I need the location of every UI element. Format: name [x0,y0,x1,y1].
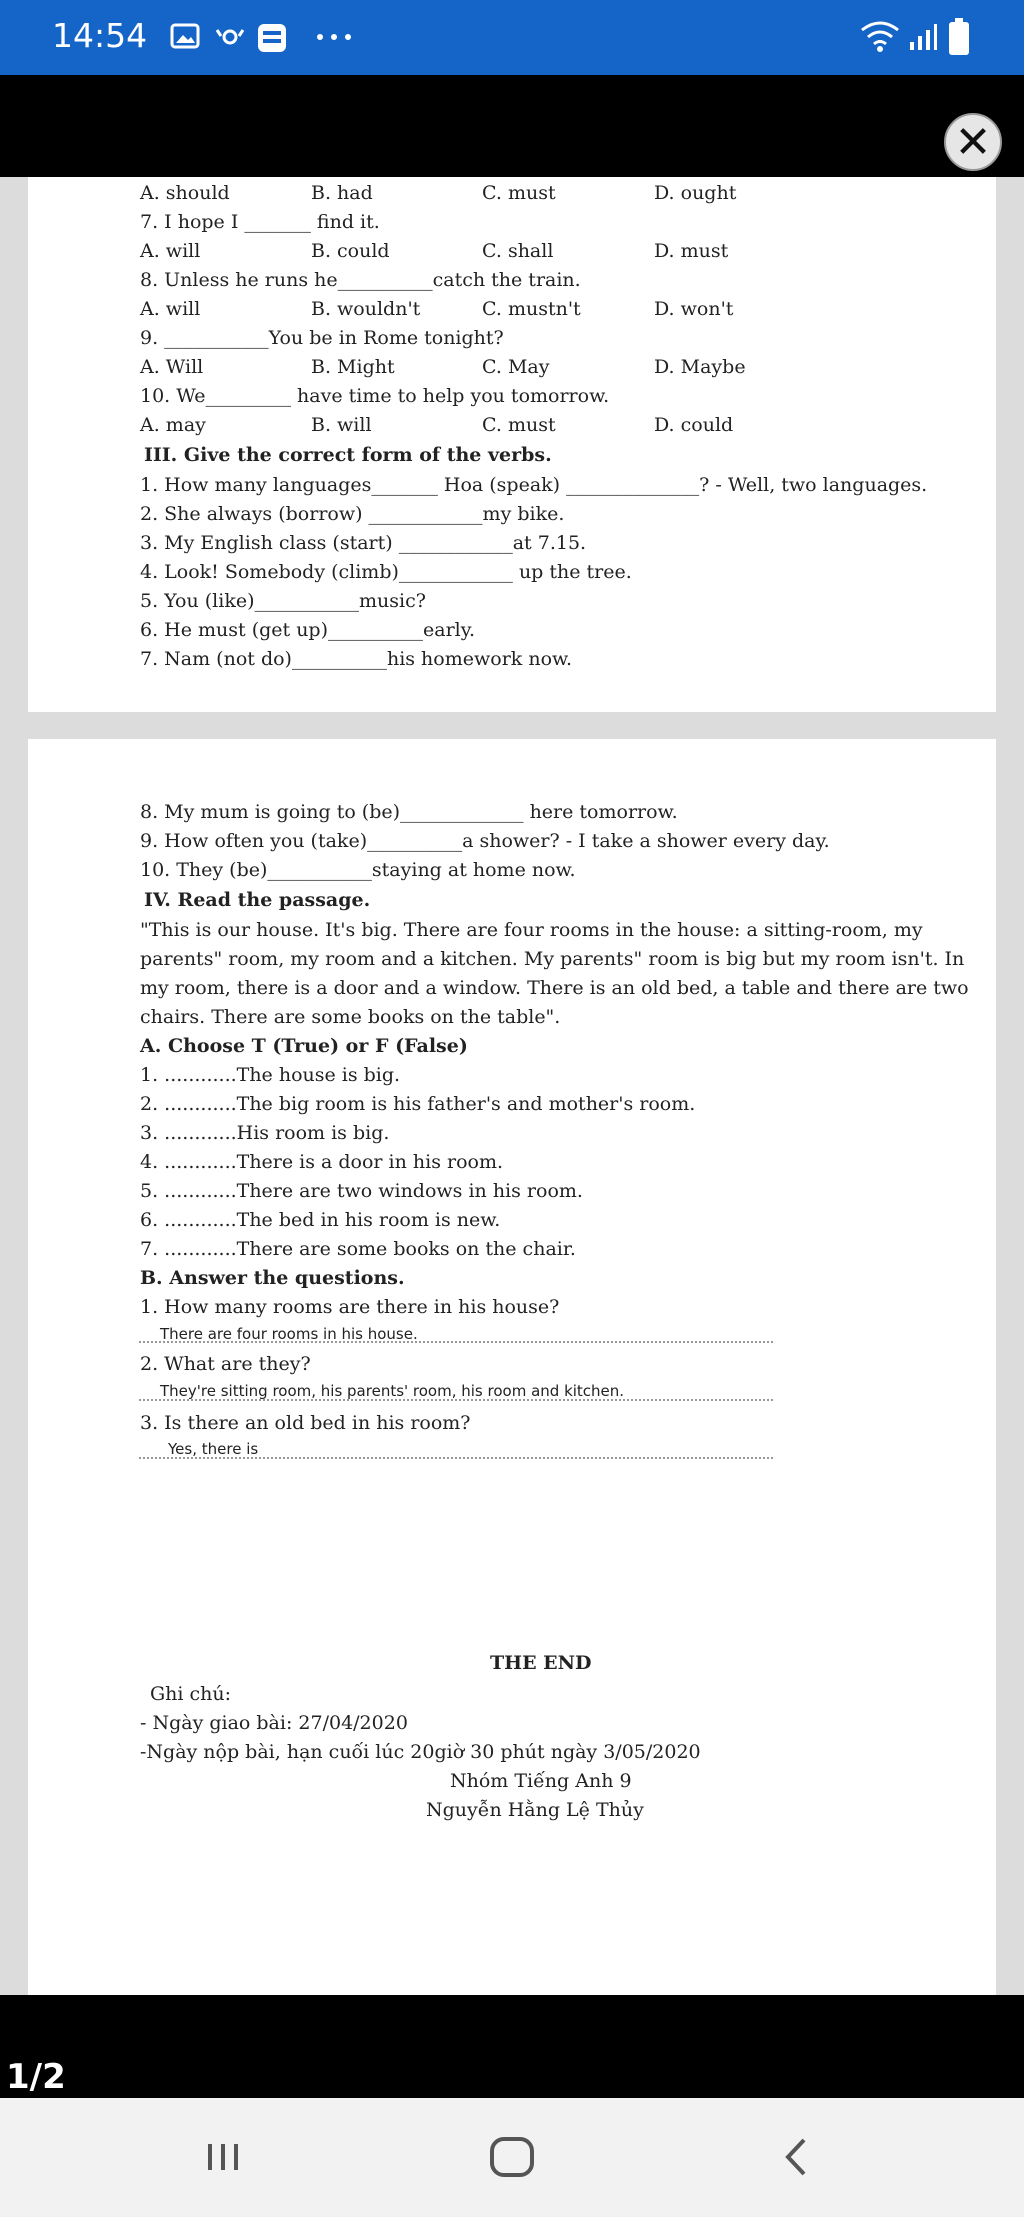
verb-exercise-line: 7. Nam (not do)__________his homework now. [140,648,573,670]
document-page-1 [28,177,996,712]
wifi-icon [860,20,900,52]
handwritten-answer: They're sitting room, his parents' room, his room and kitchen. [160,1382,625,1400]
handwritten-answer: There are four rooms in his house. [160,1325,418,1343]
document-viewer[interactable] [0,177,1024,1995]
passage-line: my room, there is a door and a window. There is an old bed, a table and there are two [140,977,969,999]
note-line: - Ngày giao bài: 27/04/2020 [140,1712,408,1734]
verb-exercise-line: 5. You (like)___________music? [140,590,426,612]
close-button[interactable] [944,113,1002,171]
true-false-item: 6. ............The bed in his room is new. [140,1209,501,1231]
passage-line: parents" room, my room and a kitchen. My parents" room is big but my room isn't. In [140,948,965,970]
passage-line: "This is our house. It's big. There are four rooms in the house: a sitting-room, my [140,919,923,941]
option-b: B. could [311,240,390,262]
option-d: D. ought [654,182,737,204]
system-navigation-bar [0,2098,1024,2217]
true-false-item: 2. ............The big room is his father's and mother's room. [140,1093,696,1115]
option-a: A. Will [140,356,204,378]
handwritten-answer: Yes, there is [168,1440,259,1458]
page-indicator-bar [0,1995,1024,2098]
true-false-item: 3. ............His room is big. [140,1122,390,1144]
verb-exercise-line: 9. How often you (take)__________a shower? - I take a shower every day. [140,830,830,852]
notes-title: Ghi chú: [150,1683,232,1705]
verb-exercise-line: 6. He must (get up)__________early. [140,619,475,641]
question-line: 7. I hope I _______ find it. [140,211,380,233]
answer-line [139,1457,773,1459]
option-d: D. must [654,240,729,262]
question-line: 10. We_________ have time to help you tomorrow. [140,385,610,407]
question-line: 8. Unless he runs he__________catch the train. [140,269,581,291]
verb-exercise-line: 8. My mum is going to (be)_____________ here tomorrow. [140,801,678,823]
option-b: B. Might [311,356,395,378]
true-false-item: 5. ............There are two windows in his room. [140,1180,583,1202]
option-d: D. Maybe [654,356,746,378]
back-button[interactable] [772,2132,822,2182]
verb-exercise-line: 3. My English class (start) ____________at 7.15. [140,532,587,554]
verb-exercise-line: 1. How many languages_______ Hoa (speak) ______________? - Well, two languages. [140,474,928,496]
section-heading: III. Give the correct form of the verbs. [144,444,552,466]
true-false-item: 1. ............The house is big. [140,1064,401,1086]
question-line: 9. ___________You be in Rome tonight? [140,327,504,349]
option-b: B. had [311,182,373,204]
viewer-top-bar [0,75,1024,177]
option-d: D. won't [654,298,734,320]
option-a: A. may [140,414,206,436]
status-bar [0,0,1024,75]
verb-exercise-line: 10. They (be)___________staying at home now. [140,859,576,881]
option-b: B. will [311,414,372,436]
subsection-heading: A. Choose T (True) or F (False) [140,1035,468,1057]
question-line: 1. How many rooms are there in his house? [140,1296,560,1318]
document-page-2 [28,739,996,1995]
home-button[interactable] [484,2132,540,2182]
page-indicator: 1/2 [6,2057,66,2097]
verb-exercise-line: 2. She always (borrow) ____________my bike. [140,503,565,525]
status-time: 14:54 [52,16,148,55]
option-c: C. shall [482,240,554,262]
question-line: 3. Is there an old bed in his room? [140,1412,471,1434]
question-line: 2. What are they? [140,1353,311,1375]
option-a: A. should [140,182,230,204]
option-d: D. could [654,414,734,436]
section-heading: IV. Read the passage. [144,889,371,911]
verb-exercise-line: 4. Look! Somebody (climb)____________ up the tree. [140,561,632,583]
option-c: C. must [482,182,556,204]
gallery-icon [170,22,200,50]
answer-line [139,1399,773,1401]
data-saver-icon [212,22,248,50]
option-c: C. mustn't [482,298,581,320]
true-false-item: 4. ............There is a door in his room. [140,1151,504,1173]
true-false-item: 7. ............There are some books on the chair. [140,1238,576,1260]
answer-line [139,1341,773,1343]
option-a: A. will [140,298,201,320]
signal-icon [908,22,938,52]
passage-line: chairs. There are some books on the table". [140,1006,561,1028]
option-a: A. will [140,240,201,262]
close-icon: ✕ [954,116,992,168]
note-line: -Ngày nộp bài, hạn cuối lúc 20giờ 30 phút ngày 3/05/2020 [140,1741,701,1763]
option-c: C. May [482,356,550,378]
more-notifications-icon [316,33,352,41]
option-b: B. wouldn't [311,298,421,320]
option-c: C. must [482,414,556,436]
recent-apps-button[interactable] [198,2132,248,2182]
signature-line: Nguyễn Hằng Lệ Thủy [426,1799,644,1821]
subsection-heading: B. Answer the questions. [140,1267,405,1289]
the-end-label: THE END [490,1652,592,1674]
battery-icon [948,18,970,56]
signature-line: Nhóm Tiếng Anh 9 [450,1770,632,1792]
app-notification-icon [256,22,288,54]
